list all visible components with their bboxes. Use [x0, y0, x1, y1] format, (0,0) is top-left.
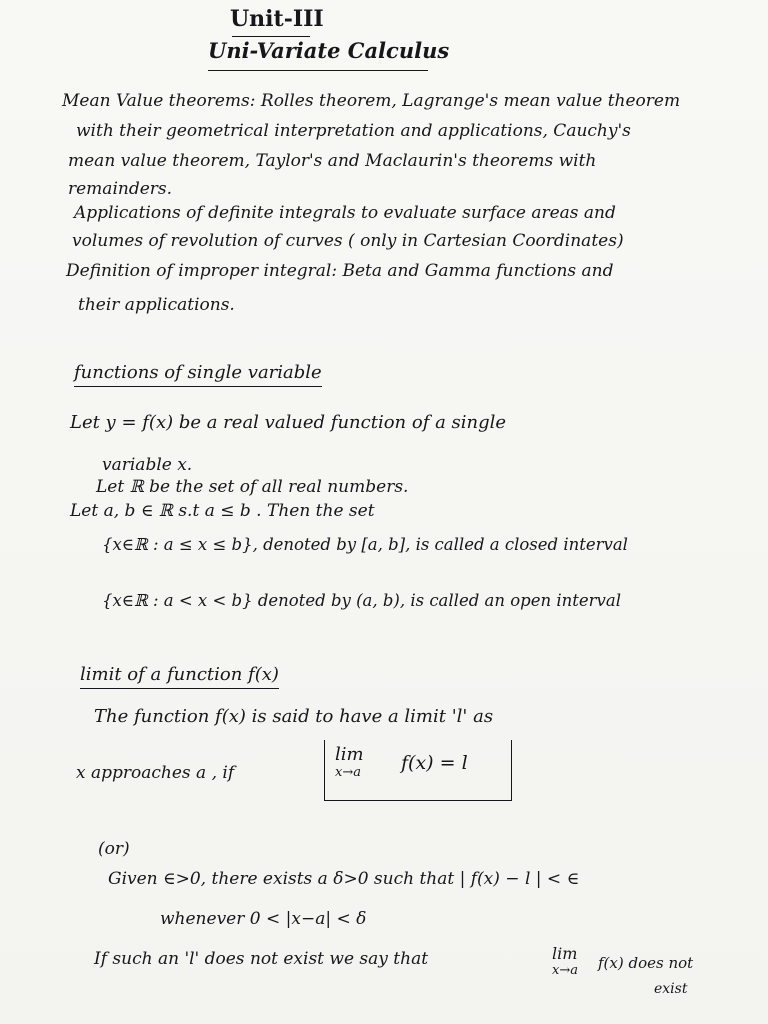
unit-title: Unit-III: [230, 6, 324, 32]
limit-definition-line: The function f(x) is said to have a limit 'l' as: [94, 706, 494, 727]
section-heading-limit: limit of a function f(x): [80, 664, 279, 689]
syllabus-line: mean value theorem, Taylor's and Maclaurin's theorems with: [68, 151, 597, 171]
course-title-underline: [208, 70, 428, 71]
nonexistence-line: If such an 'l' does not exist we say that: [94, 949, 429, 969]
syllabus-line: remainders.: [68, 179, 173, 199]
section-heading-functions: functions of single variable: [74, 362, 322, 387]
syllabus-line: their applications.: [78, 295, 235, 315]
whenever-line: whenever 0 < |x−a| < δ: [160, 909, 367, 929]
limit-formula-box: [324, 740, 512, 801]
limit-formula-expression: f(x) = l: [401, 752, 468, 774]
epsilon-delta-line: Given ∈>0, there exists a δ>0 such that | f(x) − l | < ∈: [108, 869, 580, 889]
limit-definition-line: x approaches a , if: [76, 763, 235, 783]
section-line: Let ℝ be the set of all real numbers.: [96, 477, 409, 497]
inline-lim-operator: lim: [552, 944, 578, 963]
syllabus-line: volumes of revolution of curves ( only in Cartesian Coordinates): [72, 231, 624, 251]
syllabus-line: Definition of improper integral: Beta and Gamma functions and: [66, 261, 614, 281]
or-label: (or): [98, 839, 130, 859]
syllabus-line: with their geometrical interpretation and applications, Cauchy's: [76, 121, 631, 141]
lim-subscript: x→a: [335, 765, 361, 780]
limit-formula-lim: [335, 744, 364, 780]
section-line: variable x.: [102, 455, 193, 475]
exist-word: exist: [654, 981, 688, 997]
syllabus-line: Applications of definite integrals to evaluate surface areas and: [74, 203, 616, 223]
section-line: {x∈ℝ : a ≤ x ≤ b}, denoted by [a, b], is called a closed interval: [102, 535, 628, 554]
course-title: Uni-Variate Calculus: [208, 38, 450, 63]
nonexistence-line-end: f(x) does not: [598, 954, 694, 972]
lim-operator: lim: [335, 744, 364, 765]
inline-lim-subscript: x→a: [552, 963, 578, 978]
section-line: Let y = f(x) be a real valued function of a single: [70, 412, 507, 433]
unit-title-underline: [232, 36, 310, 37]
syllabus-line: Mean Value theorems: Rolles theorem, Lagrange's mean value theorem: [62, 91, 681, 111]
section-line: Let a, b ∈ ℝ s.t a ≤ b . Then the set: [70, 501, 375, 521]
inline-limit: [552, 944, 578, 978]
section-line: {x∈ℝ : a < x < b} denoted by (a, b), is called an open interval: [102, 591, 621, 610]
